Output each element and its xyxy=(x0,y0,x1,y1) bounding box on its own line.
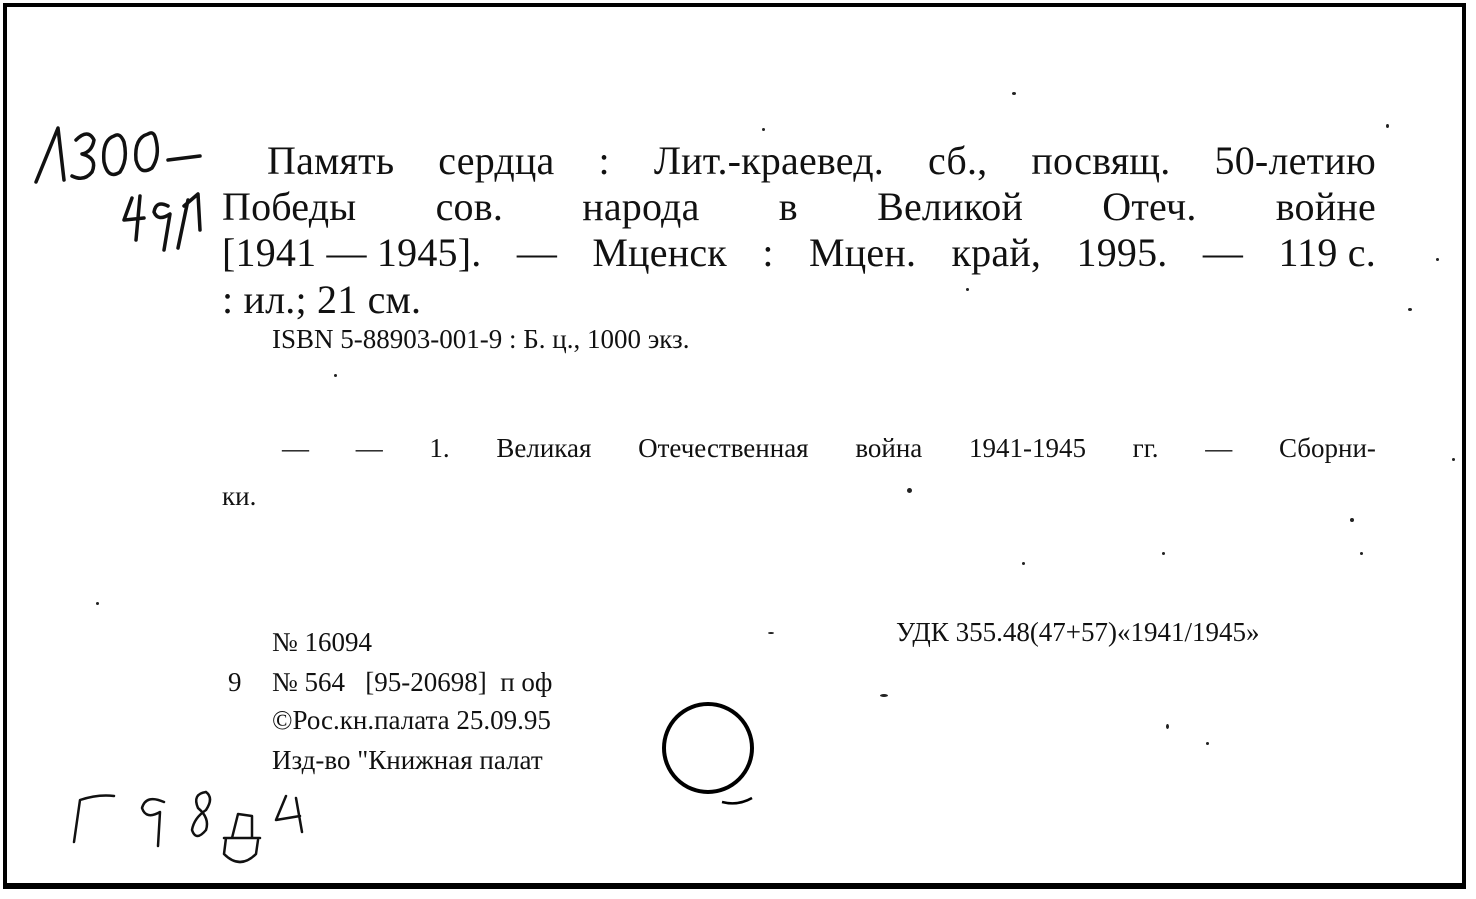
word: Мценск xyxy=(592,230,727,275)
word: Отеч. xyxy=(1102,184,1197,229)
handwritten-bottom-code xyxy=(60,780,330,880)
word: Память xyxy=(267,138,395,183)
scan-speck xyxy=(1166,724,1169,729)
word: 1941-1945 xyxy=(968,433,1086,463)
record-digit: 9 xyxy=(228,667,242,697)
word: — xyxy=(355,433,383,463)
word: посвящ. xyxy=(1031,138,1171,183)
isbn-line: ISBN 5-88903-001-9 : Б. ц., 1000 экз. xyxy=(272,324,690,354)
word: Лит.-краевед. xyxy=(653,138,884,183)
word: народа xyxy=(582,184,700,229)
word: 50-летию xyxy=(1214,138,1376,183)
scan-speck xyxy=(1206,742,1209,745)
word: — xyxy=(1205,433,1233,463)
scan-speck xyxy=(907,488,912,493)
scan-speck xyxy=(1022,562,1025,565)
word: война xyxy=(855,433,923,463)
word: Мцен. xyxy=(809,230,917,275)
word: сб., xyxy=(927,138,988,183)
scan-speck xyxy=(1162,552,1165,555)
word: гг. xyxy=(1132,433,1159,463)
description-line-1 xyxy=(222,137,1376,184)
scan-speck xyxy=(966,288,969,291)
word: 1. xyxy=(429,433,450,463)
copyright-line: ©Рос.кн.палата 25.09.95 xyxy=(272,705,551,735)
word: сов. xyxy=(435,184,504,229)
description-line-2 xyxy=(222,183,1376,230)
scan-speck xyxy=(762,128,765,131)
word: в xyxy=(778,184,798,229)
scan-speck xyxy=(1408,308,1412,311)
publisher-line: Изд-во "Книжная палат xyxy=(272,745,543,775)
udc-code: УДК 355.48(47+57)«1941/1945» xyxy=(896,617,1260,647)
scan-speck xyxy=(768,632,774,634)
scan-speck xyxy=(96,602,99,605)
scan-speck xyxy=(1012,92,1016,95)
word: — xyxy=(282,433,309,463)
order-line: № 564 [95-20698] п оф xyxy=(272,667,553,697)
handwritten-call-number xyxy=(28,110,228,260)
word: — xyxy=(516,230,558,275)
scan-speck xyxy=(1436,258,1439,261)
word: Великая xyxy=(496,433,592,463)
hand-drawn-circle xyxy=(652,688,772,808)
word: [1941 — 1945]. xyxy=(222,230,482,275)
word: Великой xyxy=(877,184,1024,229)
word: : xyxy=(762,230,774,275)
description-line-4: : ил.; 21 см. xyxy=(222,277,422,322)
word: — xyxy=(1202,230,1244,275)
subject-line-2: ки. xyxy=(222,481,257,511)
scan-speck xyxy=(1360,552,1363,555)
description-line-3 xyxy=(222,229,1376,276)
scan-speck xyxy=(1386,124,1389,128)
subject-line-1 xyxy=(222,433,1376,464)
word: 119 с. xyxy=(1278,230,1376,275)
record-number: № 16094 xyxy=(272,627,373,657)
scan-speck xyxy=(1350,518,1354,522)
word: край, xyxy=(951,230,1042,275)
scan-speck xyxy=(334,374,337,377)
scan-speck xyxy=(880,694,888,697)
scan-speck xyxy=(1452,458,1455,461)
word: Отечественная xyxy=(638,433,809,463)
word: : xyxy=(598,138,610,183)
word: сердца xyxy=(438,138,555,183)
word: Победы xyxy=(222,184,357,229)
word: Сборни- xyxy=(1278,433,1376,463)
word: 1995. xyxy=(1076,230,1168,275)
word: войне xyxy=(1275,184,1376,229)
